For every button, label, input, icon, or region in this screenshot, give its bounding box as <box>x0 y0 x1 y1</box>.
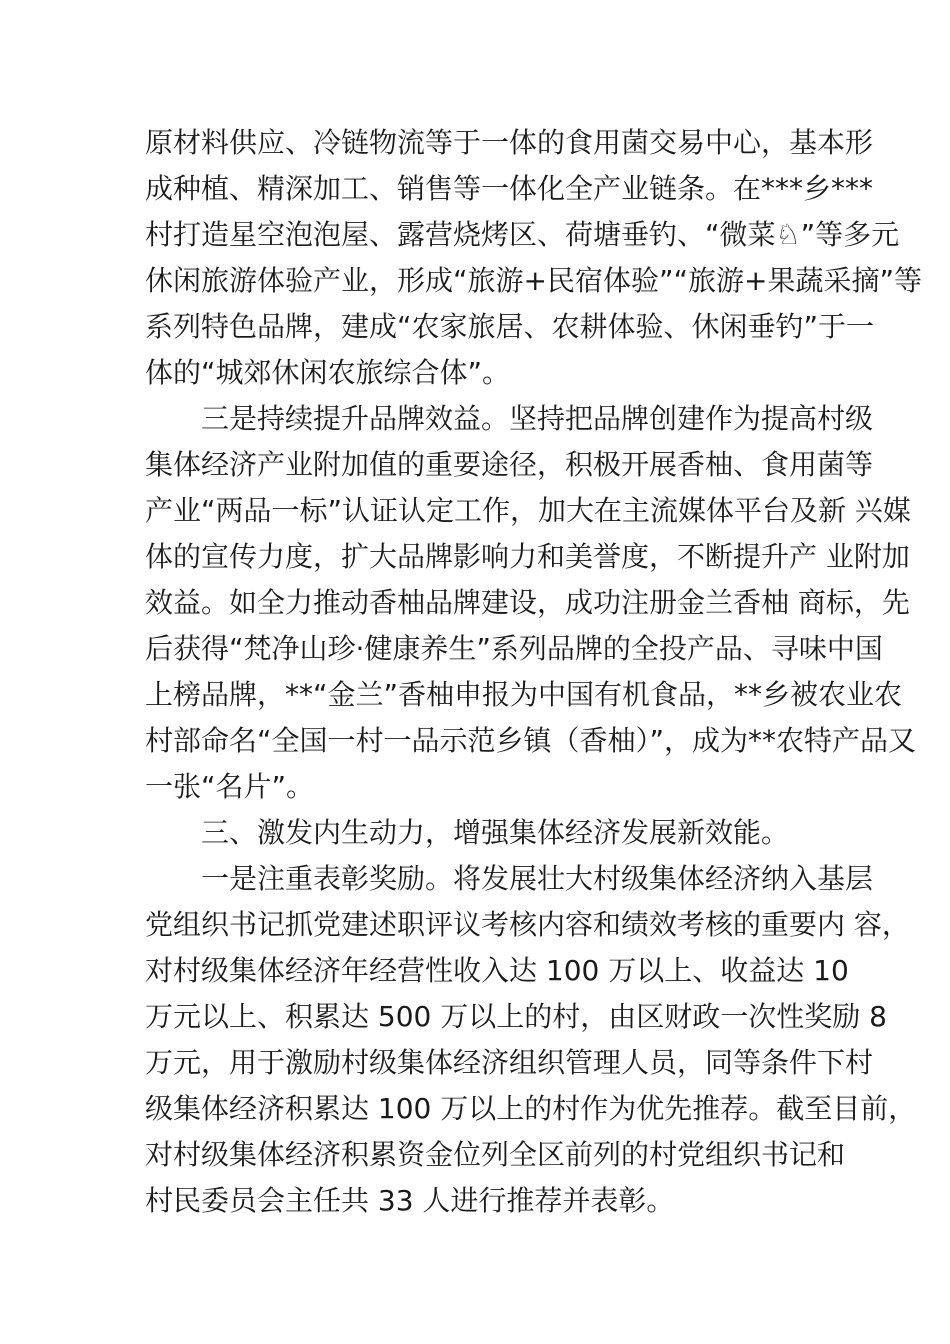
text-line: 对村级集体经济年经营性收入达 100 万以上、收益达 10 <box>145 954 849 987</box>
text-line: 党组织书记抓党建述职评议考核内容和绩效考核的重要内 容， <box>145 908 910 941</box>
text-line: 级集体经济积累达 100 万以上的村作为优先推荐。截至目前， <box>145 1092 917 1125</box>
text-line: 上榜品牌，**“金兰”香柚申报为中国有机食品，**乡被农业农 <box>145 678 903 711</box>
text-line: 效益。如全力推动香柚品牌建设，成功注册金兰香柚 商标，先 <box>145 586 910 619</box>
text-line: 产业“两品一标”认证认定工作，加大在主流媒体平台及新 兴媒 <box>145 494 911 527</box>
text-line: 对村级集体经济积累资金位列全区前列的村党组织书记和 <box>145 1138 846 1171</box>
text-line: 后获得“梵净山珍·健康养生”系列品牌的全投产品、寻味中国 <box>145 632 883 665</box>
text-line: 万元以上、积累达 500 万以上的村，由区财政一次性奖励 8 <box>145 1000 887 1033</box>
text-line: 体的“城郊休闲农旅综合体”。 <box>145 356 511 389</box>
paragraph-first-line: 三是持续提升品牌效益。坚持把品牌创建作为提高村级 <box>201 402 874 435</box>
paragraph-first-line: 一是注重表彰奖励。将发展壮大村级集体经济纳入基层 <box>201 862 874 895</box>
text-line: 体的宣传力度，扩大品牌影响力和美誉度，不断提升产 业附加 <box>145 540 910 573</box>
text-line: 原材料供应、冷链物流等于一体的食用菌交易中心，基本形 <box>145 126 874 159</box>
text-line: 成种植、精深加工、销售等一体化全产业链条。在***乡*** <box>145 172 874 205</box>
text-line: 休闲旅游体验产业，形成“旅游+民宿体验”“旅游+果蔬采摘”等 <box>145 264 922 297</box>
text-line: 村部命名“全国一村一品示范乡镇（香柚）”，成为**农特产品又 <box>145 724 917 757</box>
text-line: 一张“名片”。 <box>145 770 315 803</box>
text-line: 系列特色品牌，建成“农家旅居、农耕体验、休闲垂钓”于一 <box>145 310 875 343</box>
section-heading: 三、激发内生动力，增强集体经济发展新效能。 <box>201 816 790 849</box>
text-line: 万元，用于激励村级集体经济组织管理人员，同等条件下村 <box>145 1046 874 1079</box>
text-line: 村打造星空泡泡屋、露营烧烤区、荷塘垂钓、“微菜♘”等多元 <box>145 218 900 251</box>
text-line: 村民委员会主任共 33 人进行推荐并表彰。 <box>145 1184 675 1217</box>
text-line: 集体经济产业附加值的重要途径，积极开展香柚、食用菌等 <box>145 448 874 481</box>
